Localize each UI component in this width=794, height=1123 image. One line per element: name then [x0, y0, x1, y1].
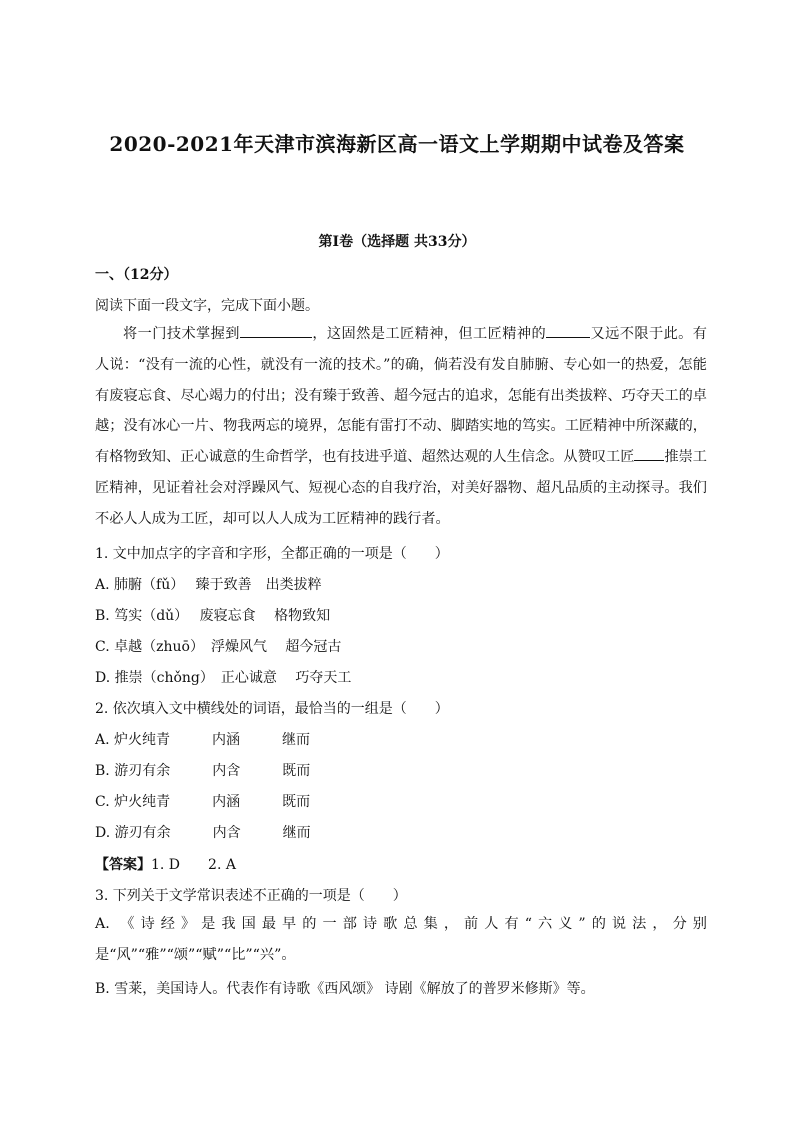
- answer-line: [95, 854, 236, 874]
- reading-instruction: 阅读下面一段文字，完成下面小题。: [95, 298, 319, 314]
- answer-text: 1. D 2. A: [151, 857, 236, 873]
- question-2-stem: 2. 依次填入文中横线处的词语，最恰当的一组是（ ）: [95, 701, 449, 717]
- passage-segment-4: 推崇工匠精神，见证着社会对浮躁风气、短视心态的自我疗治，对美好器物、超凡品质的主动探寻。我们不必人人成为工匠，却可以人人成为工匠精神的践行者。: [95, 449, 707, 527]
- question-3-option-a: A. 《诗经》是我国最早的一部诗歌总集，前人有“六义”的说法，分别是“风”“雅”“颂”“赋”“比”“兴”。: [95, 916, 707, 963]
- passage-segment-3: 又远不限于此。有人说：“没有一流的心性，就没有一流的技术。”的确，倘若没有发自肺腑、专心如一的热爱，怎能有废寝忘食、尽心竭力的付出；没有臻于致善、超今冠古的追求，怎能有出类拔粹、巧夺天工的卓越；没有冰心一片、物我两忘的境界，怎能有雷打不动、脚踏实地的笃实。工匠精神中所深藏的，有格物致知、正心诚意的生命哲学，也有技进乎道、超然达观的人生信念。从赞叹工匠: [95, 326, 707, 466]
- question-1-option-c: C. 卓越（zhuō） 浮燥风气 超今冠古: [95, 639, 342, 655]
- question-2-option-b: B. 游刃有余 内含 既而: [95, 763, 311, 779]
- question-2-option-d: D. 游刃有余 内含 继而: [95, 825, 311, 841]
- passage-segment-1: 将一门技术掌握到: [123, 326, 240, 342]
- part-one-heading: 一、（12分）: [95, 267, 178, 283]
- question-3-option-b: B. 雪莱，美国诗人。代表作有诗歌《西风颂》 诗剧《解放了的普罗米修斯》等。: [95, 981, 595, 997]
- fill-blank-2: [546, 323, 590, 338]
- question-2-option-a: A. 炉火纯青 内涵 继而: [95, 732, 311, 748]
- reading-passage: [95, 319, 707, 535]
- fill-blank-3: [634, 446, 664, 461]
- passage-segment-2: ，这固然是工匠精神，但工匠精神的: [311, 326, 547, 342]
- question-1-option-d: D. 推崇（chǒng） 正心诚意 巧夺天工: [95, 670, 352, 686]
- question-1-stem: 1. 文中加点字的字音和字形，全都正确的一项是（ ）: [95, 546, 449, 562]
- document-title: 2020-2021年天津市滨海新区高一语文上学期期中试卷及答案: [109, 132, 685, 156]
- question-2-option-c: C. 炉火纯青 内涵 既而: [95, 794, 311, 810]
- answer-label: 【答案】: [95, 857, 151, 873]
- section-heading: 第Ⅰ卷（选择题 共33分）: [318, 234, 476, 250]
- question-1-option-b: B. 笃实（dǔ） 废寝忘食 格物致知: [95, 608, 331, 624]
- question-1-option-a: A. 肺腑（fǔ） 臻于致善 出类拔粹: [95, 577, 322, 593]
- fill-blank-1: [240, 323, 312, 338]
- question-3-stem: 3. 下列关于文学常识表述不正确的一项是（ ）: [95, 888, 407, 904]
